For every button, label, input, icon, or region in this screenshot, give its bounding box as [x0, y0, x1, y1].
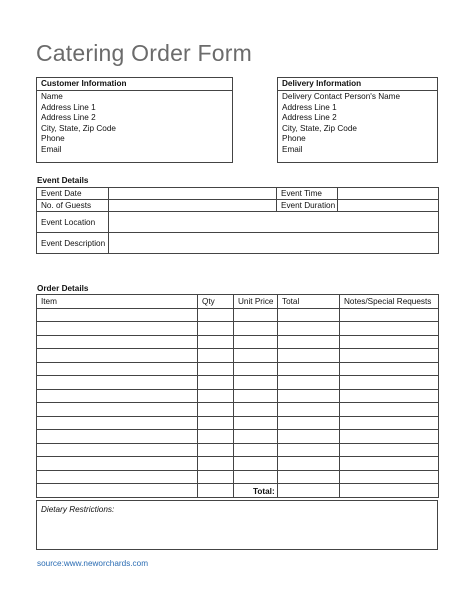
order-cell-item[interactable] [37, 443, 198, 457]
order-cell-item[interactable] [37, 416, 198, 430]
customer-address2-field[interactable]: Address Line 2 [41, 113, 96, 123]
dietary-restrictions-label: Dietary Restrictions: [41, 505, 115, 514]
table-row [37, 188, 439, 200]
order-cell-total[interactable] [278, 403, 340, 417]
order-cell-unit-price[interactable] [234, 403, 278, 417]
column-header-unit-price: Unit Price [234, 295, 278, 309]
column-header-notes: Notes/Special Requests [340, 295, 439, 309]
event-description-field[interactable] [109, 233, 439, 254]
table-row [37, 430, 439, 444]
total-label: Total: [253, 487, 275, 496]
table-row [37, 457, 439, 471]
order-cell-notes[interactable] [340, 335, 439, 349]
table-row [37, 389, 439, 403]
order-cell-qty[interactable] [198, 389, 234, 403]
table-row [37, 233, 439, 254]
order-cell-notes[interactable] [340, 322, 439, 336]
event-date-field[interactable] [109, 188, 277, 200]
order-cell-total[interactable] [278, 322, 340, 336]
order-cell-total[interactable] [278, 308, 340, 322]
order-cell-total[interactable] [278, 430, 340, 444]
order-cell-unit-price[interactable] [234, 457, 278, 471]
guests-label: No. of Guests [37, 200, 109, 212]
order-cell-unit-price[interactable] [234, 308, 278, 322]
order-cell-total[interactable] [278, 416, 340, 430]
delivery-address2-field[interactable]: Address Line 2 [282, 113, 337, 123]
order-cell-qty[interactable] [198, 335, 234, 349]
order-cell-item[interactable] [37, 457, 198, 471]
order-cell-item[interactable] [37, 349, 198, 363]
order-cell-total[interactable] [278, 457, 340, 471]
column-header-qty: Qty [198, 295, 234, 309]
order-cell-notes[interactable] [340, 443, 439, 457]
order-cell-notes[interactable] [340, 403, 439, 417]
order-cell-notes[interactable] [340, 470, 439, 484]
table-row [37, 443, 439, 457]
order-cell-qty[interactable] [198, 484, 234, 498]
order-cell-notes[interactable] [340, 349, 439, 363]
order-cell-unit-price[interactable] [234, 362, 278, 376]
order-cell-item[interactable] [37, 376, 198, 390]
order-cell-total[interactable] [278, 443, 340, 457]
order-cell-qty[interactable] [198, 322, 234, 336]
event-time-field[interactable] [338, 188, 439, 200]
order-cell-unit-price[interactable] [234, 443, 278, 457]
delivery-info-header: Delivery Information [278, 78, 437, 91]
order-cell-unit-price[interactable] [234, 376, 278, 390]
order-cell-unit-price[interactable] [234, 349, 278, 363]
event-location-field[interactable] [109, 212, 439, 233]
order-cell-qty[interactable] [198, 308, 234, 322]
table-row [37, 349, 439, 363]
order-cell-unit-price[interactable] [234, 322, 278, 336]
event-duration-label: Event Duration [277, 200, 338, 212]
order-cell-notes[interactable] [340, 416, 439, 430]
order-cell-qty[interactable] [198, 376, 234, 390]
order-cell-qty[interactable] [198, 430, 234, 444]
order-cell-notes[interactable] [340, 389, 439, 403]
order-cell-qty[interactable] [198, 349, 234, 363]
dietary-restrictions-box[interactable] [36, 500, 438, 550]
table-row [37, 470, 439, 484]
order-cell-unit-price[interactable] [234, 470, 278, 484]
order-cell-item[interactable] [37, 470, 198, 484]
order-cell-item[interactable] [37, 430, 198, 444]
event-description-label: Event Description [37, 233, 109, 254]
order-cell-notes[interactable] [340, 308, 439, 322]
order-cell-total[interactable] [278, 484, 340, 498]
customer-info-box [36, 77, 233, 163]
order-details-label: Order Details [37, 284, 89, 293]
delivery-contact-field[interactable]: Delivery Contact Person's Name [282, 92, 401, 101]
order-cell-unit-price[interactable] [234, 335, 278, 349]
order-cell-qty[interactable] [198, 470, 234, 484]
order-cell-item[interactable] [37, 308, 198, 322]
order-cell-item[interactable] [37, 403, 198, 417]
event-duration-field[interactable] [338, 200, 439, 212]
order-cell-notes[interactable] [340, 457, 439, 471]
customer-phone-field[interactable]: Phone [41, 134, 65, 144]
order-cell-item[interactable] [37, 322, 198, 336]
order-cell-qty[interactable] [198, 403, 234, 417]
order-cell-total[interactable] [278, 376, 340, 390]
table-header-row [37, 295, 439, 309]
order-cell-total[interactable] [278, 389, 340, 403]
order-cell-notes[interactable] [340, 430, 439, 444]
event-location-label: Event Location [37, 212, 109, 233]
table-row [37, 322, 439, 336]
table-row [37, 484, 439, 498]
event-details-table [36, 187, 439, 254]
table-row [37, 403, 439, 417]
customer-info-header: Customer Information [37, 78, 232, 91]
table-row [37, 335, 439, 349]
order-details-table [36, 294, 439, 498]
column-header-item: Item [37, 295, 198, 309]
customer-email-field[interactable]: Email [41, 144, 62, 154]
order-cell-notes[interactable] [340, 362, 439, 376]
order-cell-item[interactable] [37, 362, 198, 376]
page-title: Catering Order Form [36, 40, 252, 66]
order-cell-notes[interactable] [340, 376, 439, 390]
order-cell-item[interactable] [37, 335, 198, 349]
event-time-label: Event Time [277, 188, 338, 200]
event-details-label: Event Details [37, 176, 89, 185]
order-cell-item[interactable] [37, 484, 198, 498]
table-row [37, 416, 439, 430]
column-header-total: Total [278, 295, 340, 309]
order-cell-unit-price[interactable] [234, 416, 278, 430]
order-cell-qty[interactable] [198, 457, 234, 471]
delivery-city-field[interactable]: City, State, Zip Code [282, 123, 357, 133]
order-cell-unit-price[interactable] [234, 430, 278, 444]
customer-address1-field[interactable]: Address Line 1 [41, 102, 96, 112]
order-cell-notes[interactable] [340, 484, 439, 498]
guests-field[interactable] [109, 200, 277, 212]
table-row [37, 200, 439, 212]
delivery-phone-field[interactable]: Phone [282, 134, 306, 144]
order-cell-unit-price[interactable] [234, 389, 278, 403]
delivery-info-box [277, 77, 438, 163]
order-cell-total[interactable] [278, 335, 340, 349]
table-row [37, 212, 439, 233]
table-row [37, 376, 439, 390]
table-row [37, 308, 439, 322]
order-cell-qty[interactable] [198, 416, 234, 430]
customer-city-field[interactable]: City, State, Zip Code [41, 123, 116, 133]
order-cell-qty[interactable] [198, 362, 234, 376]
order-cell-total[interactable] [278, 470, 340, 484]
order-cell-total[interactable] [278, 349, 340, 363]
order-cell-qty[interactable] [198, 443, 234, 457]
table-row [37, 362, 439, 376]
customer-name-field[interactable]: Name [41, 92, 63, 101]
event-date-label: Event Date [37, 188, 109, 200]
order-cell-item[interactable] [37, 389, 198, 403]
source-link[interactable]: source:www.neworchards.com [37, 559, 149, 568]
order-cell-total[interactable] [278, 362, 340, 376]
delivery-email-field[interactable]: Email [282, 144, 303, 154]
delivery-address1-field[interactable]: Address Line 1 [282, 102, 337, 112]
